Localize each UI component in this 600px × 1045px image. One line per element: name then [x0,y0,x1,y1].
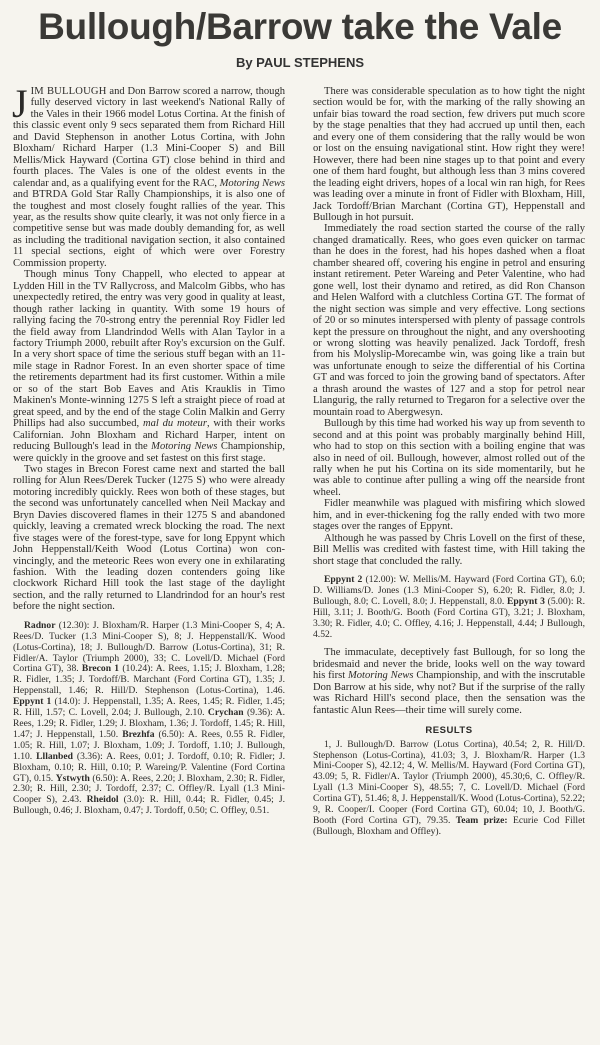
stage-times: (9.36): A. Rees, 1.29; R. Fidler, 1.29; J. Bloxham, 1.36; J. Tordoff, 1.45; R. Hill, 1.47; J. Heppenstall, 1.50. [13,707,285,740]
stage-results-2 [313,575,585,640]
lead-text: and Don Barrow scored a narrow, though fully deserved victory in last weekend's National Rally of the Vales in their 1966 model Lotus Cortina. At the finish of this classic event only 9 secs separated them from Richard Hill and David Stephenson in another Lotus Cortina, with John Bloxham/ Richard Harper (1.3 Mini-Cooper S) and Bill Mellis/Mick Hayward (Cortina GT) close behind in third and fourth places. The Vales is one of the oldest events in the calendar and, as a qualifying event for the RAC, [13,86,285,189]
results-heading: RESULTS [425,725,473,737]
stage-name: Eppynt 3 [507,595,545,607]
stage-name: Brecon 1 [81,663,120,675]
drop-cap: J [12,81,28,126]
paragraph-9-text-b: Championship, and with the inscrutable Don Barrow at his side, why not? But if the surprise of the rally was Richard Hill's second place, then the sensation was the fantastic Alun Rees—their time will surely come. [313,670,586,716]
stage-name: Ystwyth [55,772,90,784]
stage-times: (12.00): W. Mellis/M. Hayward (Ford Cortina GT), 6.0; D. Williams/D. Jones (1.3 Mini-Cooper S), 6.20; R. Fidler, 8.0; J. Bullough, 8.0; C. Lovell, 8.0; J. Heppenstall, 8.0. [313,574,586,607]
stage-name: Radnor [24,619,56,631]
stage-name: Eppynt 1 [13,696,52,708]
stage-times: (6.50): A. Rees, 0.55 R. Fidler, 1.05; R. Hill, 1.07; J. Bloxham, 1.09; J. Tordoff, 1.10; J. Bullough, 1.10. [13,728,285,762]
results-text: 1, J. Bullough/D. Barrow (Lotus Cortina), 40.54; 2, R. Hill/D. Stephenson (Lotus-Cortina), 41.03; 3, J. Bloxham/R. Harper (1.3 Mini-Cooper S), 42.12; 4, W. Mellis/M. Hayward (Ford Cortina GT), 43.09; 5, R. Fidler/A. Taylor (Triumph 2000), 45.30;6, C. Offley/R. Lyall (1.3 Mini-Cooper S), 48.55; 7, C. Lovell/D. Michael (Ford Cortina GT), 51.46; 8, J. Heppenstall/K. Wood (Lotus-Cortina), 52.22; 9, R. Cooper/I. Cooper (Ford Cortina GT), 60.04; 10, J. Booth/G. Booth (Ford Cortina GT), 79.35. [313,738,585,826]
left-column [12,81,286,817]
paragraph-6: Bullough by this time had worked his way up from seventh to second and at this point was probably marginally behind Hill, who had to stop on this section with a boiling engine that was also in need of oil. Bullough, however, almost rolled out of the rally when he put his Cortina on its side momentarily, but he was able to continue after pulling a wing off the nearside front wheel. [313,418,586,498]
byline: By PAUL STEPHENS [235,55,365,70]
stage-times: (12.30): J. Bloxham/R. Harper (1.3 Mini-Cooper S, 4; A. Rees/D. Tucker (1.3 Mini-Cooper S), 8; J. Heppenstall/K. Wood (Lotus-Cortina), 18; J. Bullough/D. Barrow (Lotus-Cortina), 31; R. Fidler/A. Taylor (Triumph 2000), 33; C. Lovell/D. Michael (Ford Cortina GT), 38. [13,619,285,675]
lead-italic: Motoring News [219,177,285,189]
lead-paragraph [12,81,285,269]
stage-times: (10.24): A. Rees, 1.15; J. Bloxham, 1.28; R. Fidler, 1.35; J. Tordoff/B. Marchant (Ford Cortina GT), 1.35; J. Heppenstall, 1.46; R. Hill/D. Stephenson (Lotus-Cortina), 1.46. [13,663,285,697]
stage-name: Lllanbed [36,750,73,762]
paragraph-8: Although he was passed by Chris Lovell on the first of these, Bill Mellis was credited with fastest time, with Hill taking the short stage that concluded the rally. [313,532,585,567]
stage-times: (3.0): R. Hill, 0.44; R. Fidler, 0.45; J. Bullough, 0.46; J. Bloxham, 0.47; J. Tordoff, 0.50; C. Offley, 0.51. [13,794,286,817]
stage-times: (3.36): A. Rees, 0.01; J. Tordoff, 0.10; R. Fidler; J. Bloxham, 0.10; R. Hill, 0.10; P. Wareing/P. Valentine (Ford Cortina GT), 0.15. [13,750,285,784]
stage-name: Crychan [207,707,244,719]
lead-text-2: and BTRDA Gold Star Rally Championships, it is also one of the toughest and most closely fought rallies of the year. This year, as the results show quite clearly, it was not only fierce in a competitive sense but was made doubly demanding for, as well as including the traditional navigation section, it also contained 11 special sections, eight of which were over Forestry Commission property. [13,189,285,269]
team-prize-text: Ecurie Cod Fillet (Bullough, Bloxham and Offley). [313,814,585,837]
paragraph-2 [13,269,285,464]
paragraph-9 [313,647,585,716]
lead-caps: IM BULLOUGH [30,86,107,97]
paragraph-2-italic: mal du moteur [142,418,207,430]
headline: Bullough/Barrow take the Vale [38,6,562,47]
paragraph-4: There was considerable speculation as to how tight the night section would be for, with the marking of the rally showing an unfair bias toward the road section, few drivers put much score by the stage penalties that they had accrued up until then, each and every one of them considering that the rally would be won or lost on the ensuing navigational stint. How right they were! However, there had been nine stages up to that point and every one of them hard fought, but although less than 3 mins covered the leading eight drivers, hopes of a local win ran high, for Rees was leading over a minute in front of Fidler with Bloxham, Hill, Jack Tordoff/Brian Marchant (Cortina GT), Heppenstall and Bullough in hot pursuit. [313,86,585,223]
team-prize-label: Team prize: [455,814,508,826]
stage-times: (6.50): A. Rees, 2.20; J. Bloxham, 2.30; R. Fidler, 2.30; R. Hill, 2.30; J. Tordoff, 2.37; C. Offley/R. Lyall (1.3 Mini-Cooper S), 2.43. [13,772,285,806]
paragraph-9-text-a: The immaculate, deceptively fast Bullough, for so long the bridesmaid and never the bride, looks well on the way toward his first [313,647,585,682]
paragraph-2-text-a: Though minus Tony Chappell, who elected to appear at Lydden Hill in the TV Rallycross, and Malcolm Gibbs, who has unexpectedly retired, the entry was very good in quality at least, though rather lacking in quantity. With some 19 hours of rallying facing the 70-strong entry the perennial Roy Fidler led the field away from Llandrindod Wells with Alan Taylor in a factory Triumph 2000, rebuilt after Roy's excursion on the Gulf. In a very short space of time the serious stuff began with an 11-mile stage in Radnor Forest. In an even shorter space of time the retirements department had its first customer. Within a mile or so of the start Bob Eaves and Atis Krauklis in Timo Makinen's Monte-winning 1275 S left a straight piece of road at great speed, and by the end of the stage Colin Malkin and Gerry Phillips had also succumbed, [13,269,285,430]
paragraph-2-italic-2: Motoring News [151,441,218,453]
paragraph-9-italic: Motoring News [347,670,414,682]
paragraph-2-text-c: Championship, were quickly in the groove and set fastest on this first stage. [13,441,285,464]
stage-name: Rheidol [86,794,119,806]
paragraph-7: Fidler meanwhile was plagued with misfiring which slowed him, and in ever-thickening fog the rally ended with two more stages over the ranges of Eppynt. [313,498,585,533]
paragraph-3: Two stages in Brecon Forest came next and started the ball rolling for Alun Rees/Derek Tucker (1275 S) who were already motoring incredibly quickly. Rees won both of these stages, but the second was unfortunately cancelled when Neil Mackay and Bryn Davies discovered flames in their 1275 S and abandoned quickly, leaving a cremated wreck blocking the road. The next five stages were of the forest-type, save for long Eppynt which John Heppenstall/Keith Wood (Lotus Cortina) won convincingly, and the meteoric Rees won every one in exhilarating fashion. With the leading dozen contenders going like clockwork Richard Hill took the last stage of the daylight section, and the rally returned to Llandrindod for an hour's rest before the night section. [13,463,285,613]
results-list [313,740,585,838]
paragraph-5: Immediately the road section started the course of the rally changed dramatically. Rees, who goes even quicker on tarmac than he does in the forest, had his hopes dashed when a float chamber sheared off, covering his engine in petrol and ensuring instant retirement. Peter Wareing and Peter Valentine, who had gone well, lost their dynamo and retired, as did Ron Chanson and Helen Walford with a clutchless Cortina GT. The format of the night section was simple and very effective. Long sections of 20 or so minutes interspersed with plenty of passage controls kept the pressure on throughout the night, and any overshooting or wrong slotting was heavily penalized. Jack Tordoff, fresh from his Molyslip-Morecambe win, was going like a train but was unfortunate enough to seize the differential of his Cortina GT and was forced to join the growing band of spectators. After a thrash around the wastes of 127 and a stop for petrol near Llangurig, the rally returned to Tregaron for a selective over the mountain road to Abergwesyn. [313,223,585,418]
stage-results-1 [13,621,285,817]
paragraph-2-text-b: , with their works Californian. John Bloxham and Richard Harper, intent on reducing Bullough's lead in the [13,418,285,453]
stage-name: Brezhfa [122,728,155,740]
stage-times: (14.0): J. Heppenstall, 1.35; A. Rees, 1.45; R. Fidler, 1.45; R. Hill, 1.57; C. Lovell, 2.04; J. Bullough, 2.10. [13,696,286,719]
right-column [313,86,585,838]
stage-name: Eppynt 2 [324,574,363,586]
stage-times: (5.00): R. Hill, 3.11; J. Booth/G. Booth (Ford Cortina GT), 3.21; J. Bloxham, 3.30; R. Fidler, 4.0; C. Offley, 4.16; J. Heppenstall, 4.44; J Bullough, 4.52. [313,595,585,640]
